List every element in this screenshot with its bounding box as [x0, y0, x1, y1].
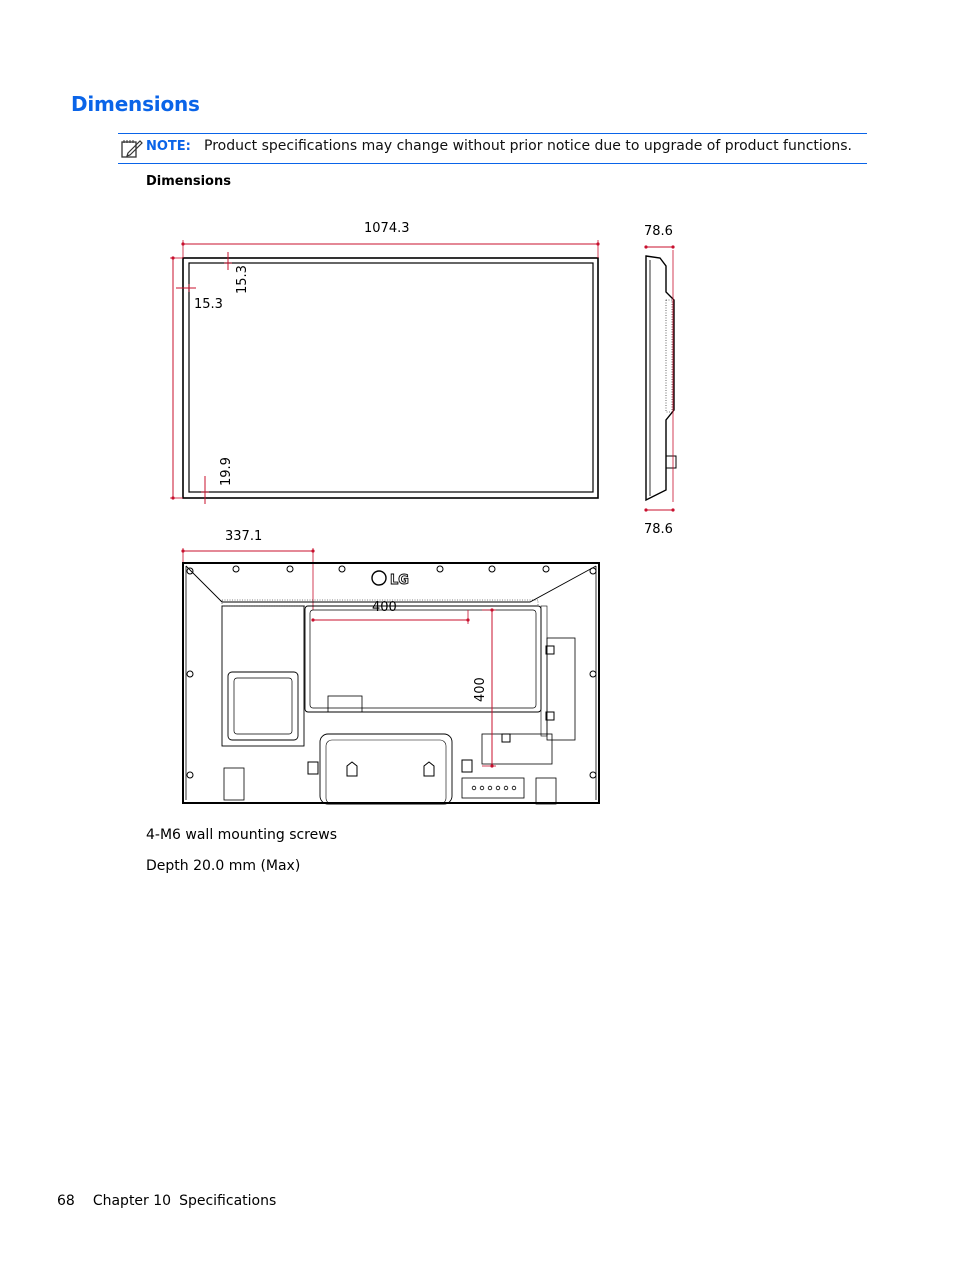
page-footer [57, 1193, 294, 1209]
caption-depth: Depth 20.0 mm (Max) [146, 858, 301, 874]
figure-heading: Dimensions [146, 174, 231, 189]
side-depth-bottom-label: 78.6 [644, 522, 673, 537]
footer-chapter-title: Specifications [179, 1193, 277, 1209]
side-view [644, 224, 676, 537]
front-bezel-bottom-label: 19.9 [219, 457, 234, 486]
front-bezel-top-label: 15.3 [235, 265, 250, 294]
note-text: Product specifications may change without prior notice due to upgrade of product functions. [204, 138, 852, 154]
rear-outer-frame [183, 563, 599, 803]
footer-chapter: Chapter 10 [92, 1193, 172, 1209]
side-depth-top-label: 78.6 [644, 224, 673, 239]
caption-screws: 4-M6 wall mounting screws [146, 827, 337, 843]
dimension-drawing [150, 210, 730, 810]
note-label: NOTE: [146, 139, 191, 154]
lg-logo-icon [372, 571, 409, 588]
front-view [170, 221, 598, 504]
note-box [118, 133, 867, 164]
rear-vesa-vertical-label: 400 [473, 677, 488, 702]
note-pencil-icon [120, 137, 144, 159]
rear-logo-text: LG [390, 573, 409, 588]
rear-offset-label: 337.1 [225, 529, 263, 544]
rear-vesa-horizontal-label: 400 [372, 600, 397, 615]
front-screen [189, 263, 593, 492]
page-number: 68 [57, 1193, 75, 1209]
front-width-label: 1074.3 [364, 221, 410, 236]
front-bezel-side-label: 15.3 [194, 297, 223, 312]
rear-view [183, 529, 599, 804]
section-title: Dimensions [71, 92, 200, 116]
